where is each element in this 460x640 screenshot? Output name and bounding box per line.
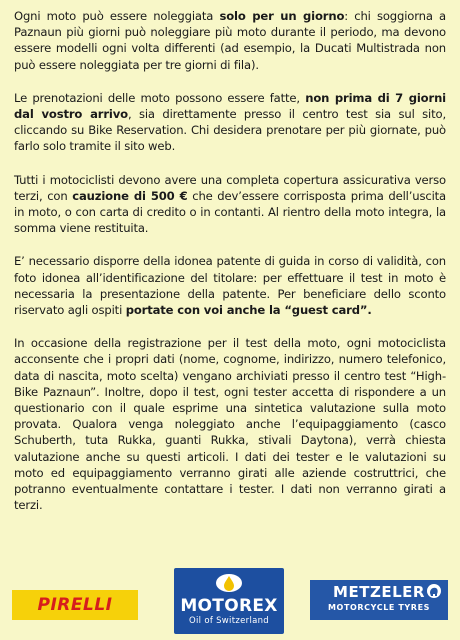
sponsor-logos: [0, 560, 460, 640]
pirelli-logo-text: PIRELLI: [37, 595, 113, 615]
motorex-logo: [174, 568, 284, 634]
paragraph-2: [14, 90, 446, 155]
text-run: E’ necessario disporre della idonea patente di guida in corso di validità, con foto idonea all’identificazione del titolare: per effettuare il test in moto è necessaria la presentazione della patente. Per beneficiare dello sconto riservato agli ospiti: [14, 254, 446, 318]
bold-text: cauzione di 500 €: [72, 188, 188, 203]
bold-text: non prima di 7 giorni dal vostro arrivo: [14, 90, 446, 122]
metzeler-brand: METZELER: [333, 583, 425, 601]
motorex-tagline: Oil of Switzerland: [189, 616, 269, 626]
text-run: In occasione della registrazione per il test della moto, ogni motociclista acconsente che i propri dati (nome, cognome, indirizzo, numero telefonico, data di nascita, moto scelta) vengano archiviati presso il centro test “High-Bike Paznaun”. Inoltre, dopo il test, ogni tester accetta di rispondere a un questionario con il quale esprime una sintetica valutazione sulla moto provata. Qualora venga noleggiato anche l’equipaggiamento (casco Schuberth, tuta Rukka, guanti Rukka, stivali Daytona), verrà chiesta valutazione anche su questi articoli. I dati dei tester e le valutazioni su moto ed equipaggiamento verranno girati alle aziende costruttrici, che potranno eventualmente contattare i tester. I dati non verranno girati a terzi.: [14, 336, 446, 513]
motorex-brand: MOTOREX: [180, 596, 278, 616]
text-run: : chi soggiorna a Paznaun più giorni può noleggiare più moto durante il periodo, ma devono essere modelli ogni volta differenti (ad esempio, la Ducati Multistrada non può essere noleggiata per tre giorni di fila).: [14, 9, 446, 72]
paragraph-4: [14, 253, 446, 318]
text-run: che dev’essere corrisposta prima dell’uscita in moto, o con carta di credito o in contanti. Al rientro della moto integra, la somma viene restituita.: [14, 188, 447, 236]
paragraph-5: [14, 335, 446, 513]
bold-text: portate con voi anche la “guest card”.: [125, 303, 372, 318]
text-run: Ogni moto può essere noleggiata: [14, 9, 220, 23]
text-run: , sia direttamente presso il centro test sia sul sito, cliccando su Bike Reservation. Chi desidera prenotare per più giornate, può farlo solo tramite il sito web.: [14, 107, 446, 154]
text-run: Le prenotazioni delle moto possono essere fatte,: [14, 90, 306, 105]
bold-text: solo per un giorno: [219, 9, 345, 23]
oil-drop-icon: [215, 573, 243, 593]
paragraph-1: [14, 8, 446, 73]
text-run: Tutti i motociclisti devono avere una completa copertura assicurativa verso terzi, con: [14, 172, 446, 203]
metzeler-tagline: MOTORCYCLE TYRES: [327, 603, 430, 612]
paragraph-3: [14, 172, 446, 237]
metzeler-logo: [310, 580, 448, 620]
rules-text: [14, 8, 446, 530]
elephant-icon: [426, 583, 442, 599]
pirelli-logo: [12, 590, 138, 620]
